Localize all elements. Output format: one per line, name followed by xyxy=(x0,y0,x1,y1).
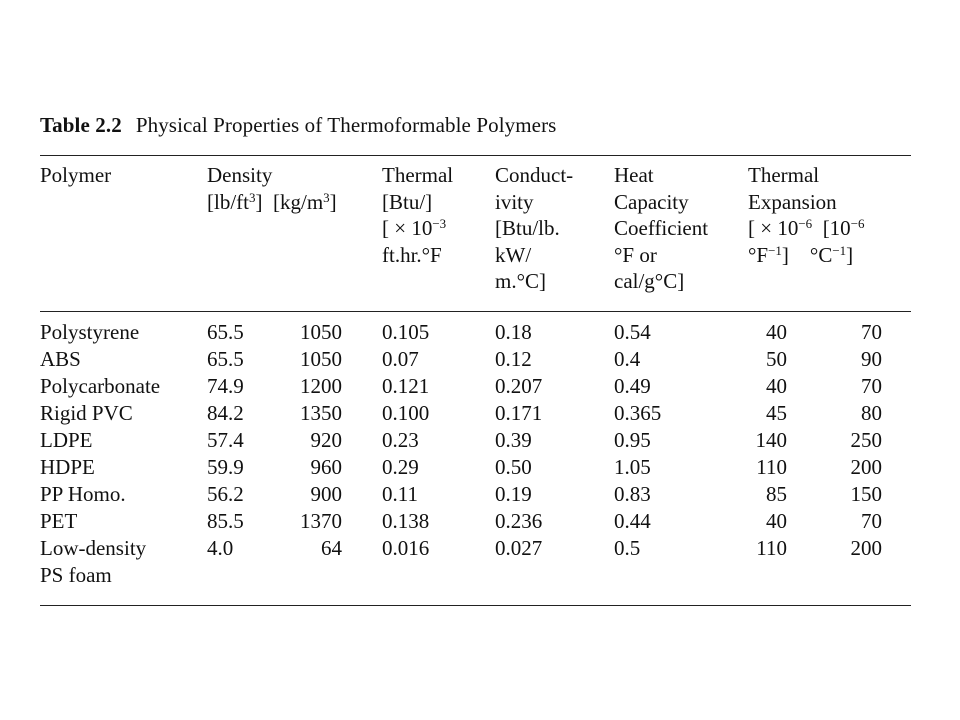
cell-density-lb: 59.9 xyxy=(207,455,244,479)
cell-density-kg: 1350 xyxy=(300,401,342,425)
cell-expansion-c: 70 xyxy=(861,374,882,398)
cell-polymer: HDPE xyxy=(40,455,95,479)
table-caption xyxy=(40,113,556,138)
cell-heat-capacity: 0.54 xyxy=(614,320,651,344)
cell-density-kg: 1370 xyxy=(300,509,342,533)
cell-polymer: ABS xyxy=(40,347,81,371)
cell-heat-capacity: 0.49 xyxy=(614,374,651,398)
cell-conductivity: 0.12 xyxy=(495,347,532,371)
cell-expansion-c: 70 xyxy=(861,320,882,344)
cell-conductivity: 0.50 xyxy=(495,455,532,479)
cell-polymer: Polycarbonate xyxy=(40,374,161,398)
table-row xyxy=(0,454,960,481)
cell-density-lb: 74.9 xyxy=(207,374,244,398)
cell-expansion-c: 250 xyxy=(850,428,882,452)
bottom-rule xyxy=(40,605,911,606)
cell-conductivity: 0.236 xyxy=(495,509,543,533)
cell-thermal: 0.100 xyxy=(382,401,430,425)
cell-polymer-line2: PS foam xyxy=(40,563,112,587)
cell-heat-capacity: 1.05 xyxy=(614,455,651,479)
cell-expansion-f: 40 xyxy=(766,509,787,533)
cell-expansion-f: 110 xyxy=(756,455,787,479)
table-title: Physical Properties of Thermoformable Polymers xyxy=(135,113,557,137)
cell-expansion-c: 200 xyxy=(850,455,882,479)
cell-expansion-f: 45 xyxy=(766,401,787,425)
table-row xyxy=(0,481,960,508)
cell-density-kg: 1050 xyxy=(300,347,342,371)
cell-expansion-f: 85 xyxy=(766,482,787,506)
cell-density-lb: 65.5 xyxy=(207,347,244,371)
cell-polymer: Low-density xyxy=(40,536,147,560)
table-row xyxy=(0,319,960,346)
table-body xyxy=(0,319,960,587)
cell-heat-capacity: 0.83 xyxy=(614,482,651,506)
table-row xyxy=(0,373,960,400)
cell-expansion-c: 90 xyxy=(861,347,882,371)
cell-density-lb: 84.2 xyxy=(207,401,244,425)
cell-thermal: 0.07 xyxy=(382,347,419,371)
cell-density-kg: 900 xyxy=(310,482,342,506)
cell-density-kg: 1200 xyxy=(300,374,342,398)
cell-density-lb: 85.5 xyxy=(207,509,244,533)
cell-conductivity: 0.207 xyxy=(495,374,543,398)
cell-density-lb: 4.0 xyxy=(207,536,234,560)
cell-expansion-c: 80 xyxy=(861,401,882,425)
cell-heat-capacity: 0.5 xyxy=(614,536,641,560)
cell-expansion-c: 150 xyxy=(850,482,882,506)
cell-heat-capacity: 0.95 xyxy=(614,428,651,452)
header-thermal: Thermal [Btu/] [ × $10^{-3}$ ft.hr.°F xyxy=(382,163,454,267)
table-row xyxy=(0,427,960,454)
cell-thermal: 0.121 xyxy=(382,374,430,398)
table-row xyxy=(0,508,960,535)
cell-density-lb: 56.2 xyxy=(207,482,244,506)
header-density: Density $[lb/ft^3]$ $[kg/m^3]$ xyxy=(207,163,337,214)
table-row xyxy=(0,346,960,373)
cell-expansion-c: 70 xyxy=(861,509,882,533)
cell-density-kg: 960 xyxy=(310,455,342,479)
cell-heat-capacity: 0.4 xyxy=(614,347,641,371)
table-row xyxy=(0,535,960,587)
cell-thermal: 0.105 xyxy=(382,320,430,344)
cell-heat-capacity: 0.365 xyxy=(614,401,662,425)
cell-heat-capacity: 0.44 xyxy=(614,509,651,533)
header-expansion: Thermal Expansion [ × $10^{-6}$ [$10^{-6}$ $^\circ F^{-1}$] $^\circ C^{-1}$] xyxy=(748,163,865,267)
cell-conductivity: 0.171 xyxy=(495,401,543,425)
header-rule xyxy=(40,311,911,312)
table-label: Table 2.2 xyxy=(40,113,122,137)
cell-thermal: 0.11 xyxy=(382,482,418,506)
cell-expansion-f: 50 xyxy=(766,347,787,371)
cell-density-kg: 920 xyxy=(310,428,342,452)
cell-thermal: 0.016 xyxy=(382,536,430,560)
header-conductivity: Conduct- ivity [Btu/lb. kW/ m.°C] xyxy=(495,163,574,293)
cell-conductivity: 0.39 xyxy=(495,428,532,452)
cell-expansion-f: 140 xyxy=(755,428,787,452)
cell-expansion-f: 110 xyxy=(756,536,787,560)
cell-polymer: LDPE xyxy=(40,428,93,452)
cell-expansion-c: 200 xyxy=(850,536,882,560)
cell-polymer: PP Homo. xyxy=(40,482,126,506)
cell-polymer: PET xyxy=(40,509,78,533)
cell-thermal: 0.29 xyxy=(382,455,419,479)
header-heat-capacity: Heat Capacity Coefficient °F or cal/g°C] xyxy=(614,163,709,293)
table-row xyxy=(0,400,960,427)
cell-density-lb: 57.4 xyxy=(207,428,244,452)
cell-thermal: 0.138 xyxy=(382,509,430,533)
cell-polymer: Rigid PVC xyxy=(40,401,133,425)
cell-density-kg: 64 xyxy=(321,536,342,560)
cell-conductivity: 0.18 xyxy=(495,320,532,344)
cell-density-lb: 65.5 xyxy=(207,320,244,344)
header-polymer: Polymer xyxy=(40,163,112,187)
cell-density-kg: 1050 xyxy=(300,320,342,344)
top-rule xyxy=(40,155,911,156)
cell-expansion-f: 40 xyxy=(766,374,787,398)
cell-conductivity: 0.19 xyxy=(495,482,532,506)
cell-polymer: Polystyrene xyxy=(40,320,140,344)
cell-conductivity: 0.027 xyxy=(495,536,543,560)
cell-expansion-f: 40 xyxy=(766,320,787,344)
cell-thermal: 0.23 xyxy=(382,428,419,452)
